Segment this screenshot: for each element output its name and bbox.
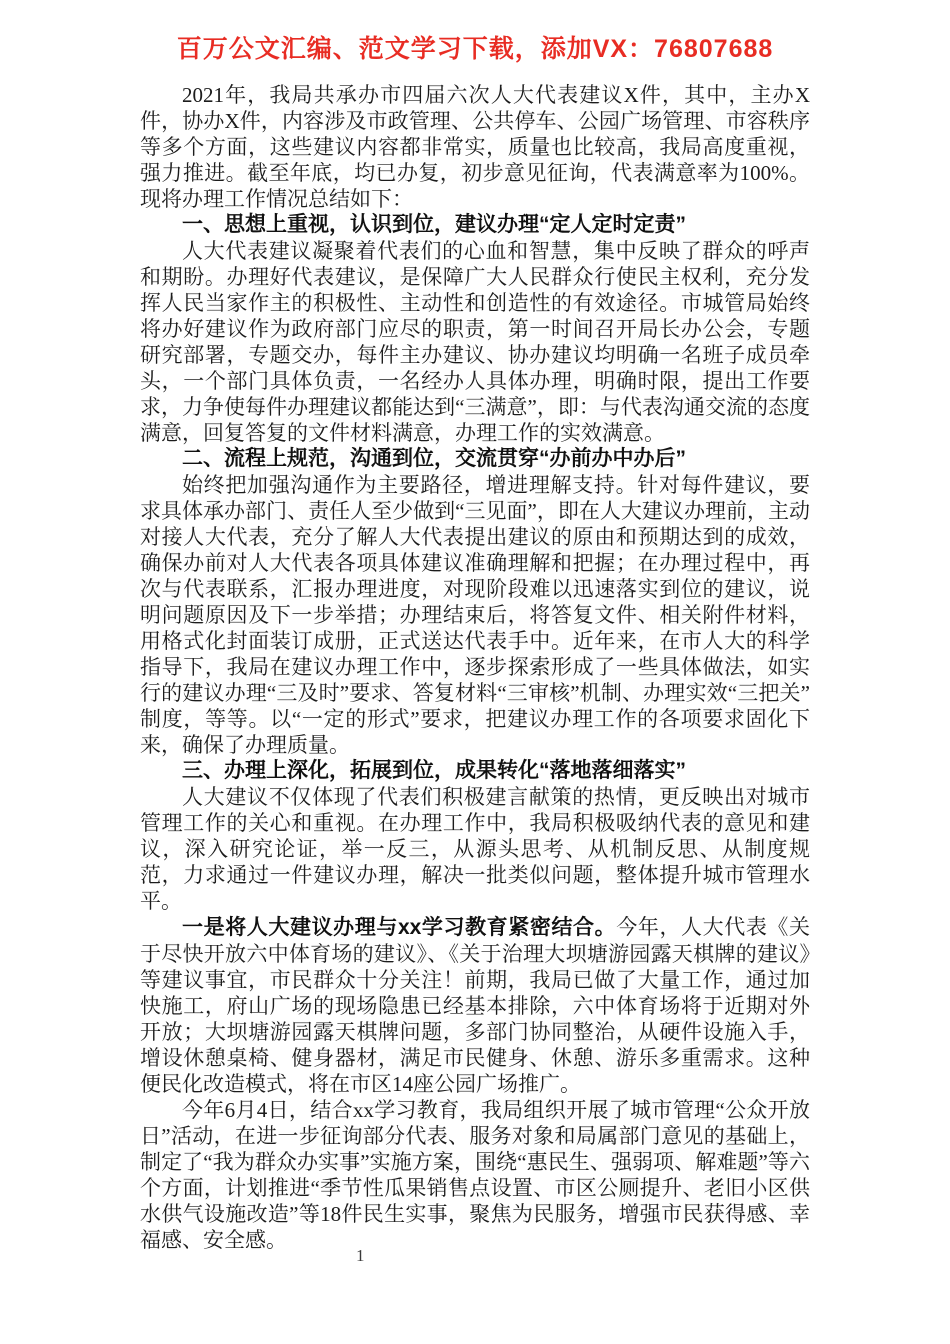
paragraph-section-1: 人大代表建议凝聚着代表们的心血和智慧，集中反映了群众的呼声和期盼。办理好代表建议，是保障广大人民群众行使民主权利，充分发挥人民当家作主的积极性、主动性和创造性的有效途径。市城管局始终将办好建议作为政府部门应尽的职责，第一时间召开局长办公会，专题研究部署，专题交办，每件主办建议、协办建议均明确一名班子成员牵头，一个部门具体负责，一名经办人具体办理，明确时限，提出工作要求，力争使每件办理建议都能达到“三满意”，即：与代表沟通交流的态度满意，回复答复的文件材料满意，办理工作的实效满意。 xyxy=(140,239,810,445)
paragraph-open-day: 今年6月4日，结合xx学习教育，我局组织开展了城市管理“公众开放日”活动，在进一步征询部分代表、服务对象和局属部门意见的基础上，制定了“我为群众办实事”实施方案，围绕“惠民生、强弱项、解难题”等六个方面，计划推进“季节性瓜果销售点设置、市区公厕提升、老旧小区供水供气设施改造”等18件民生实事，聚焦为民服务，增强市民获得感、幸福感、安全感。 xyxy=(140,1098,810,1252)
paragraph-initiative-lead: 一是将人大建议办理与xx学习教育紧密结合。 xyxy=(182,916,617,939)
heading-section-2: 二、流程上规范，沟通到位，交流贯穿“办前办中办后” xyxy=(182,447,686,470)
page-number: 1 xyxy=(356,1246,365,1265)
paragraph-section-2: 始终把加强沟通作为主要路径，增进理解支持。针对每件建议，要求具体承办部门、责任人至少做到“三见面”，即在人大建议办理前，主动对接人大代表，充分了解人大代表提出建议的原由和预期达到的成效，确保办前对人大代表各项具体建议准确理解和把握；在办理过程中，再次与代表联系，汇报办理进度，对现阶段难以迅速落实到位的建议，说明问题原因及下一步举措；办理结束后，将答复文件、相关附件材料，用格式化封面装订成册，正式送达代表手中。近年来，在市人大的科学指导下，我局在建议办理工作中，逐步探索形成了一些具体做法，如实行的建议办理“三及时”要求、答复材料“三审核”机制、办理实效“三把关”制度，等等。以“一定的形式”要求，把建议办理工作的各项要求固化下来，确保了办理质量。 xyxy=(140,473,810,757)
paragraph-section-3: 人大建议不仅体现了代表们积极建言献策的热情，更反映出对城市管理工作的关心和重视。在办理工作中，我局积极吸纳代表的意见和建议，深入研究论证，举一反三，从源头思考、从机制反思、从制度规范，力求通过一件建议办理，解决一批类似问题，整体提升城市管理水平。 xyxy=(140,785,810,913)
paragraph-intro: 2021年，我局共承办市四届六次人大代表建议X件，其中，主办X件，协办X件，内容涉及市政管理、公共停车、公园广场管理、市容秩序等多个方面，这些建议内容都非常实，质量也比较高，我局高度重视，强力推进。截至年底，均已办复，初步意见征询，代表满意率为100%。现将办理工作情况总结如下： xyxy=(140,83,810,211)
paragraph-initiative-body: 今年，人大代表《关于尽快开放六中体育场的建议》、《关于治理大坝塘游园露天棋牌的建议》等建议事宜，市民群众十分关注！前期，我局已做了大量工作，通过加快施工，府山广场的现场隐患已经基本排除，六中体育场将于近期对外开放；大坝塘游园露天棋牌问题，多部门协同整治，从硬件设施入手，增设休憩桌椅、健身器材，满足市民健身、休憩、游乐多重需求。这种便民化改造模式，将在市区14座公园广场推广。 xyxy=(140,915,811,1096)
heading-section-1: 一、思想上重视，认识到位，建议办理“定人定时定责” xyxy=(182,213,686,236)
heading-section-3: 三、办理上深化，拓展到位，成果转化“落地落细落实” xyxy=(182,759,686,782)
promo-banner: 百万公文汇编、范文学习下载，添加VX：76807688 xyxy=(176,35,774,63)
paragraph-initiative xyxy=(140,914,810,1097)
